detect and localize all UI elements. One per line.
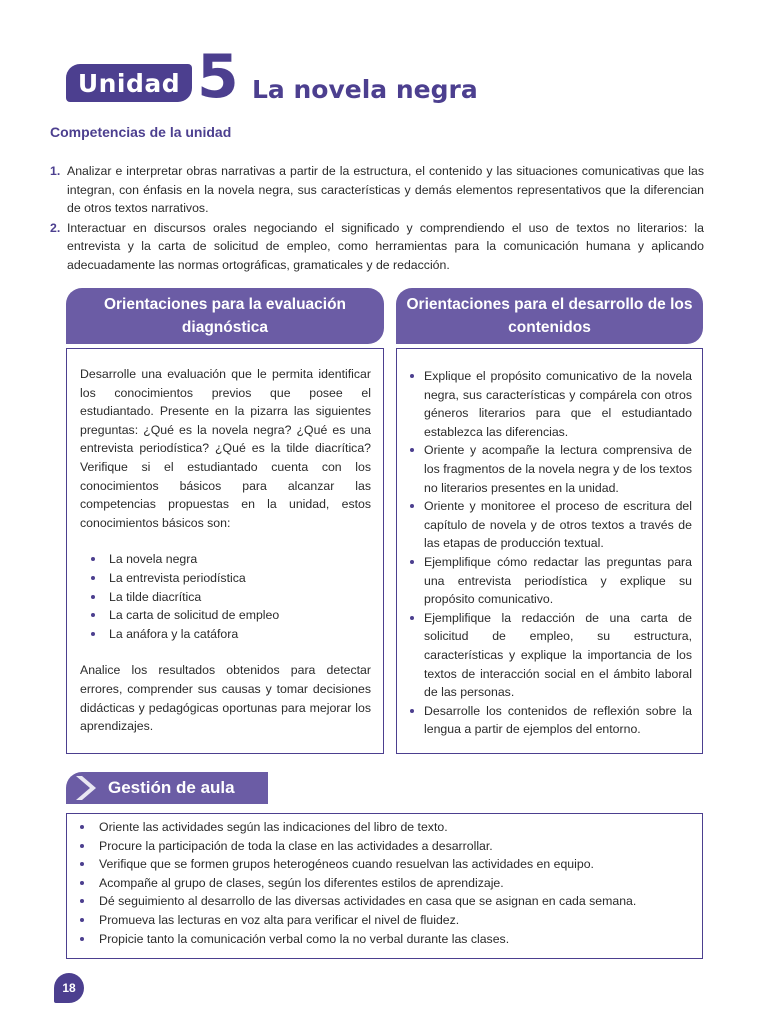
gestion-item: Dé seguimiento al desarrollo de las diversas actividades en casa que se asignan en cada semana. [77,892,692,911]
gestion-heading: Gestión de aula [108,778,235,797]
competencia-item [50,162,704,218]
unit-number: 5 [197,42,239,112]
desarrollo-item: Ejemplifique cómo redactar las preguntas para una entrevista periodística y explique su propósito comunicativo. [407,553,692,609]
competencia-text: Interactuar en discursos orales negociando el significado y comprendiendo el uso de textos no literarios: la entrevista y la carta de solicitud de empleo, como herramientas para la comunicación humana y aplicando adecuadamente las normas ortográficas, gramaticales y de redacción. [67,220,704,272]
evaluacion-heading: Orientaciones para la evaluación diagnóstica [66,288,384,344]
gestion-item: Procure la participación de toda la clase en las actividades a desarrollar. [77,837,692,856]
gestion-item: Oriente las actividades según las indicaciones del libro de texto. [77,818,692,837]
desarrollo-item: Ejemplifique la redacción de una carta de solicitud de empleo, su estructura, características y explique la importancia de los textos de interacción social en el ámbito laboral de las personas. [407,609,692,702]
competencia-number: 1. [50,164,61,178]
gestion-item: Promueva las lecturas en voz alta para verificar el nivel de fluidez. [77,911,692,930]
competencia-text: Analizar e interpretar obras narrativas a partir de la estructura, el contenido y las situaciones comunicativas que las integran, con énfasis en la novela negra, sus características y demás elementos representativos que la diferencian de otros textos narrativos. [67,164,704,216]
competencia-number: 2. [50,220,61,235]
conocimiento-item: La anáfora y la catáfora [88,625,371,644]
page-number: 18 [54,973,84,1003]
chevron-right-icon [70,774,98,802]
desarrollo-item: Desarrolle los contenidos de reflexión sobre la lengua a partir de ejemplos del entorno. [407,702,692,739]
gestion-panel [66,813,703,959]
desarrollo-panel [396,348,703,754]
desarrollo-heading: Orientaciones para el desarrollo de los contenidos [396,288,703,344]
competencia-item [50,219,704,275]
desarrollo-list [407,367,692,739]
gestion-item: Verifique que se formen grupos heterogéneos cuando resuelvan las actividades en equipo. [77,855,692,874]
gestion-list [77,818,692,948]
conocimiento-item: La tilde diacrítica [88,588,371,607]
conocimiento-item: La entrevista periodística [88,569,371,588]
desarrollo-item: Oriente y acompañe la lectura comprensiva de los fragmentos de la novela negra y de los textos no literarios presentes en la unidad. [407,441,692,497]
desarrollo-item: Explique el propósito comunicativo de la novela negra, sus características y compárela con otros géneros literarios para que el estudiantado establezca las diferencias. [407,367,692,441]
gestion-item: Acompañe al grupo de clases, según los diferentes estilos de aprendizaje. [77,874,692,893]
conocimiento-item: La novela negra [88,550,371,569]
unit-badge: Unidad [66,64,192,102]
gestion-item: Propicie tanto la comunicación verbal como la no verbal durante las clases. [77,930,692,949]
competencias-list [50,162,704,276]
desarrollo-item: Oriente y monitoree el proceso de escritura del capítulo de novela y de otros textos a través de las etapas de producción textual. [407,497,692,553]
evaluacion-panel [66,348,384,754]
conocimientos-list [88,550,371,643]
evaluacion-intro: Desarrolle una evaluación que le permita identificar los conocimientos previos que posee el estudiantado. Presente en la pizarra las siguientes preguntas: ¿Qué es la novela negra? ¿Qué es una entrevista periodística? ¿Qué es la tilde diacrítica? Verifique si el estudiantado cuenta con los conocimientos básicos para alcanzar las competencias propuestas en la unidad, estos conocimientos básicos son: [80,367,371,530]
competencias-heading: Competencias de la unidad [50,124,232,140]
conocimiento-item: La carta de solicitud de empleo [88,606,371,625]
unit-title: La novela negra [252,75,478,104]
evaluacion-closing: Analice los resultados obtenidos para detectar errores, comprender sus causas y tomar decisiones didácticas y pedagógicas oportunas para mejorar los aprendizajes. [80,663,371,734]
